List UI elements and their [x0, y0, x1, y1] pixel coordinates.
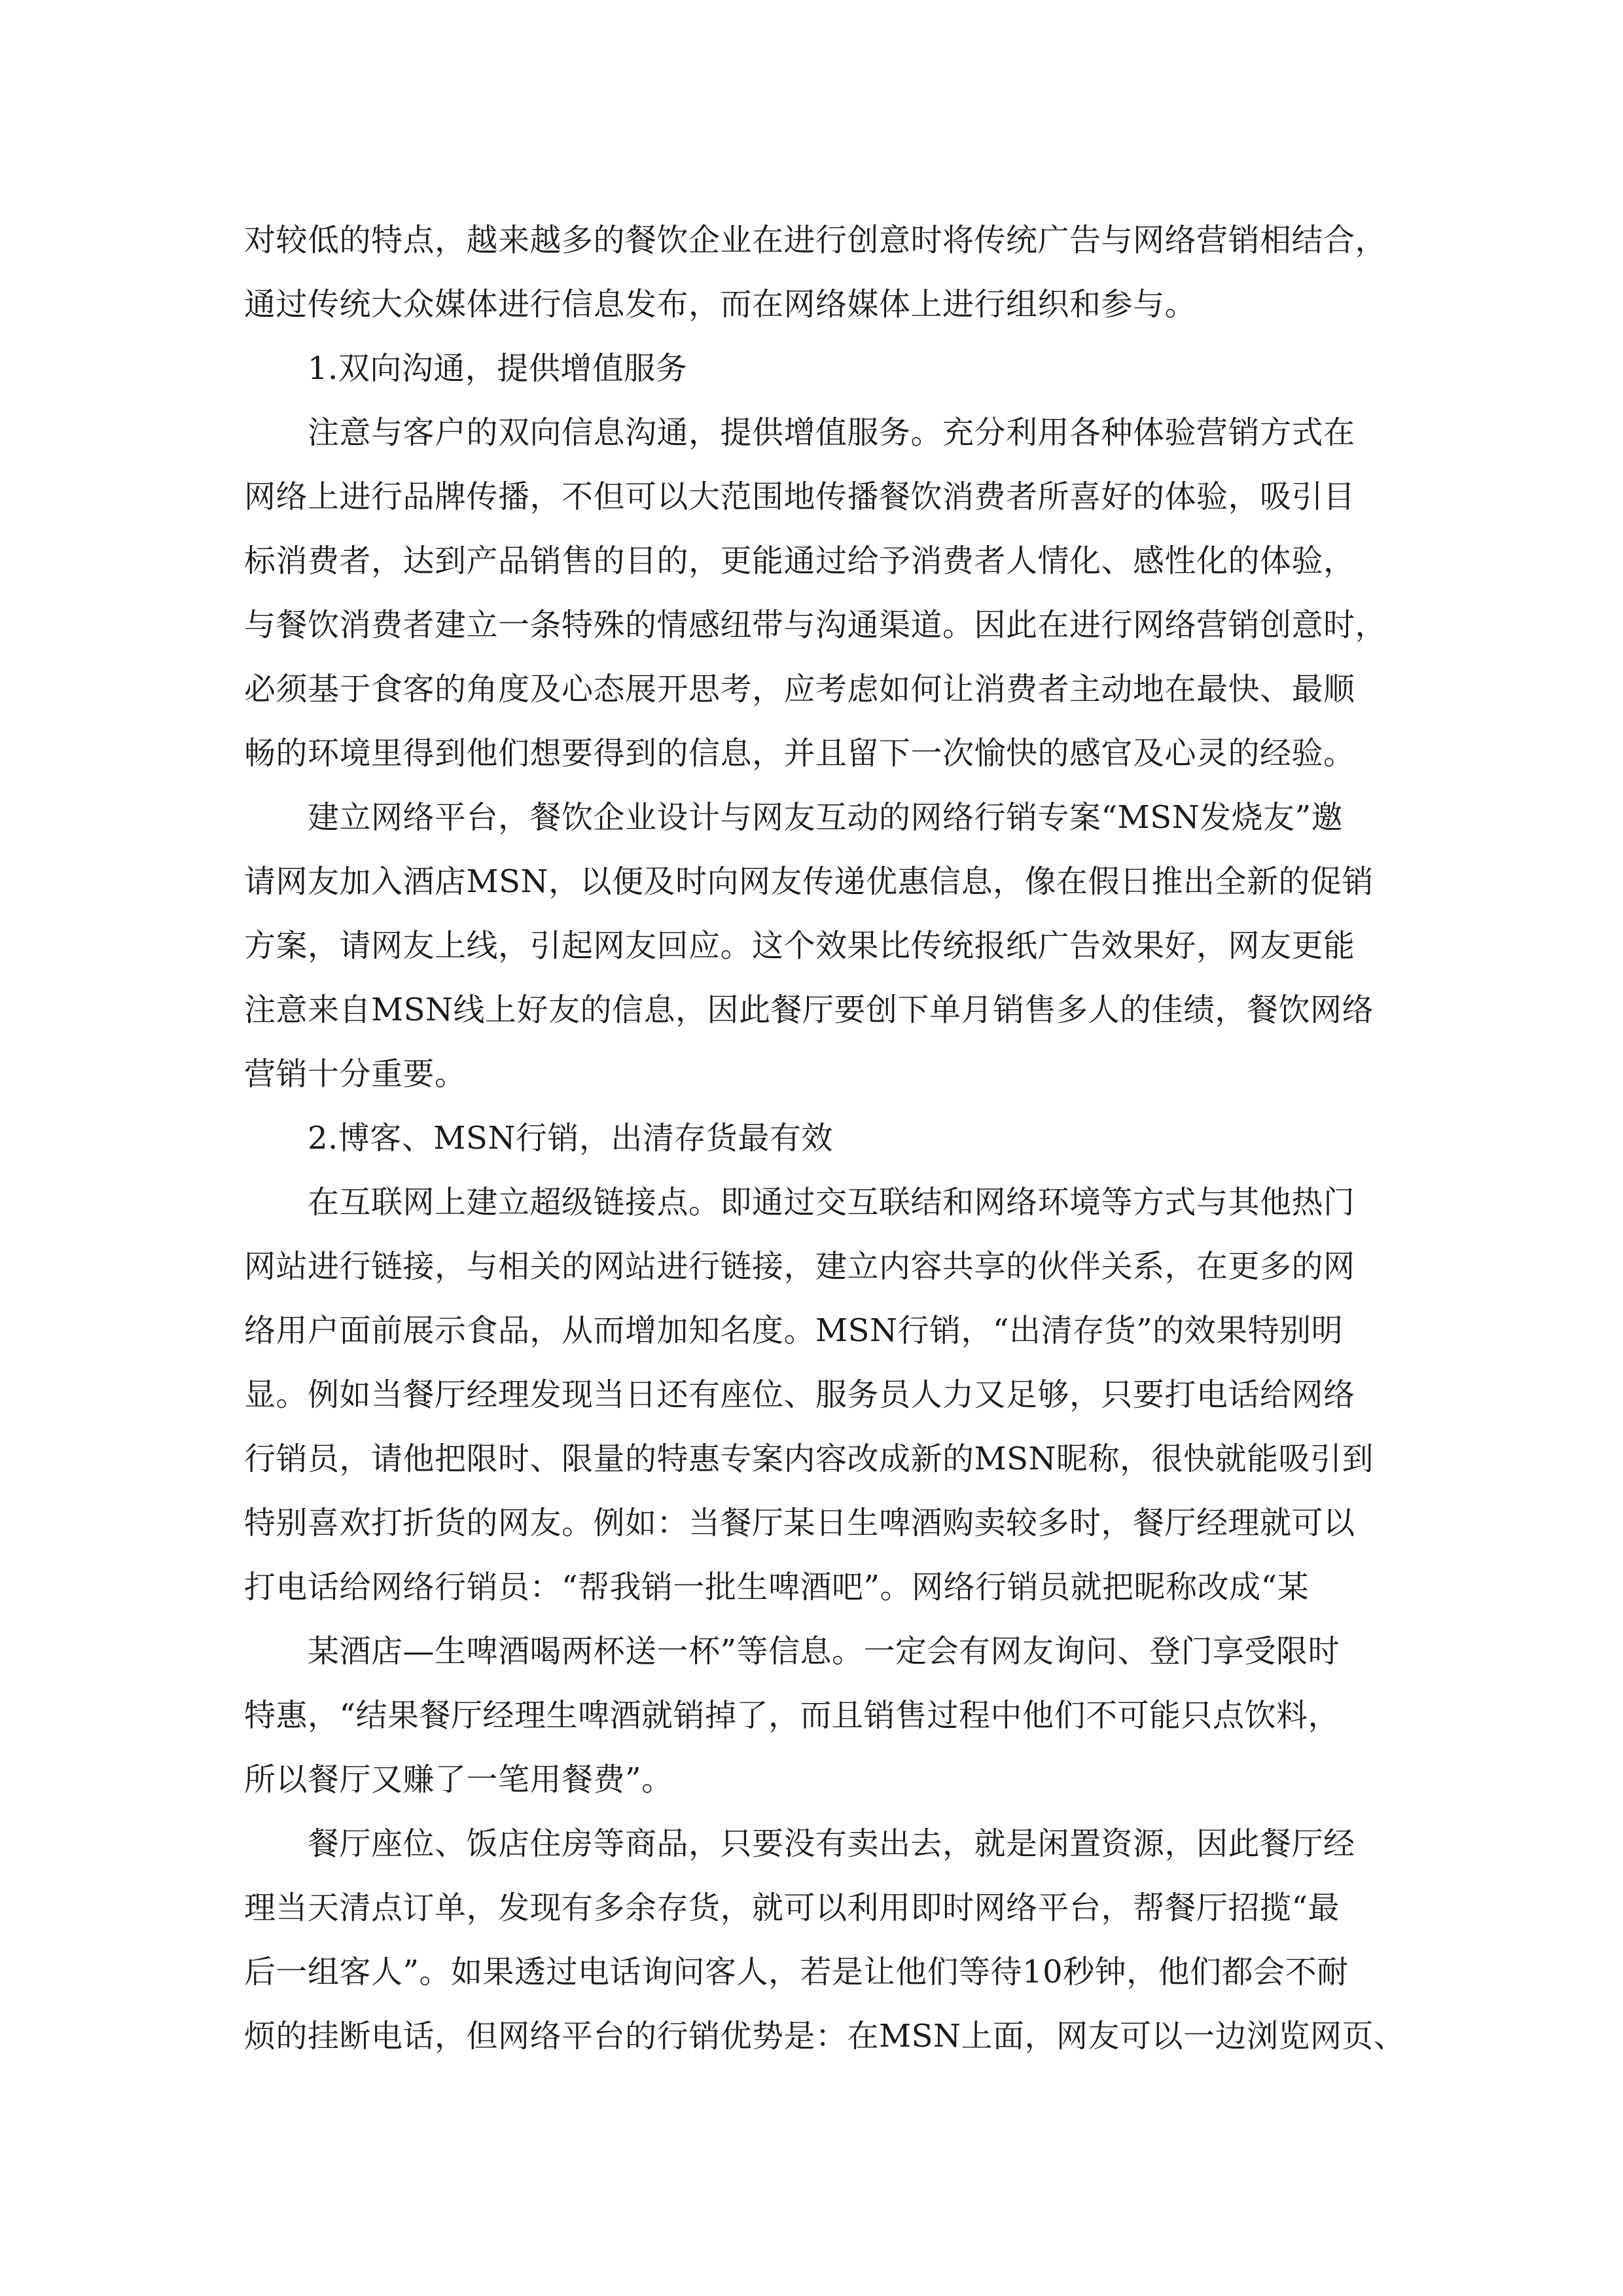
body-text-line: 打电话给网络行销员：“帮我销一批生啤酒吧”。网络行销员就把昵称改成“某: [244, 1569, 1310, 1605]
body-text-line: 对较低的特点，越来越多的餐饮企业在进行创意时将传统广告与网络营销相结合，: [244, 222, 1387, 259]
body-text-line: 注意来自MSN线上好友的信息，因此餐厅要创下单月销售多人的佳绩，餐饮网络: [244, 992, 1374, 1028]
body-text-line: 理当天清点订单，发现有多余存货，就可以利用即时网络平台，帮餐厅招揽“最: [244, 1890, 1340, 1926]
section-heading-2: 2.博客、MSN行销，出清存货最有效: [308, 1120, 833, 1157]
body-text-line: 烦的挂断电话，但网络平台的行销优势是：在MSN上面，网友可以一边浏览网页、: [244, 2018, 1406, 2054]
body-text-line: 某酒店—生啤酒喝两杯送一杯”等信息。一定会有网友询问、登门享受限时: [308, 1633, 1340, 1670]
body-text-line: 后一组客人”。如果透过电话询问客人，若是让他们等待10秒钟，他们都会不耐: [244, 1954, 1349, 1990]
body-text-line: 络用户面前展示食品，从而增加知名度。MSN行销，“出清存货”的效果特别明: [244, 1312, 1344, 1349]
paragraph-start-line: 建立网络平台，餐饮企业设计与网友互动的网络行销专案“MSN发烧友”邀: [308, 799, 1344, 836]
body-text-line: 必须基于食客的角度及心态展开思考，应考虑如何让消费者主动地在最快、最顺: [244, 671, 1355, 708]
body-text-line: 营销十分重要。: [244, 1056, 467, 1092]
body-text-line: 网站进行链接，与相关的网站进行链接，建立内容共享的伙伴关系，在更多的网: [244, 1248, 1355, 1285]
body-text-line: 行销员，请他把限时、限量的特惠专案内容改成新的MSN昵称，很快就能吸引到: [244, 1441, 1374, 1477]
body-text-line: 与餐饮消费者建立一条特殊的情感纽带与沟通渠道。因此在进行网络营销创意时，: [244, 607, 1387, 643]
section-heading-1: 1.双向沟通，提供增值服务: [308, 350, 688, 387]
body-text-line: 特惠，“结果餐厅经理生啤酒就销掉了，而且销售过程中他们不可能只点饮料，: [244, 1697, 1340, 1734]
paragraph-start-line: 餐厅座位、饭店住房等商品，只要没有卖出去，就是闲置资源，因此餐厅经: [308, 1825, 1355, 1862]
body-text-line: 显。例如当餐厅经理发现当日还有座位、服务员人力又足够，只要打电话给网络: [244, 1376, 1355, 1413]
document-body: [244, 208, 1422, 2068]
paragraph-start-line: 在互联网上建立超级链接点。即通过交互联结和网络环境等方式与其他热门: [308, 1184, 1355, 1221]
body-text-line: 请网友加入酒店MSN，以便及时向网友传递优惠信息，像在假日推出全新的促销: [244, 863, 1374, 900]
body-text-line: 网络上进行品牌传播，不但可以大范围地传播餐饮消费者所喜好的体验，吸引目: [244, 478, 1355, 515]
paragraph-start-line: 注意与客户的双向信息沟通，提供增值服务。充分利用各种体验营销方式在: [308, 414, 1355, 451]
body-text-line: 畅的环境里得到他们想要得到的信息，并且留下一次愉快的感官及心灵的经验。: [244, 735, 1355, 772]
body-text-line: 方案，请网友上线，引起网友回应。这个效果比传统报纸广告效果好，网友更能: [244, 927, 1355, 964]
body-text-line: 标消费者，达到产品销售的目的，更能通过给予消费者人情化、感性化的体验，: [244, 543, 1355, 579]
body-text-line: 通过传统大众媒体进行信息发布，而在网络媒体上进行组织和参与。: [244, 286, 1197, 323]
body-text-line: 特别喜欢打折货的网友。例如：当餐厅某日生啤酒购卖较多时，餐厅经理就可以: [244, 1505, 1355, 1541]
body-text-line: 所以餐厅又赚了一笔用餐费”。: [244, 1761, 673, 1798]
